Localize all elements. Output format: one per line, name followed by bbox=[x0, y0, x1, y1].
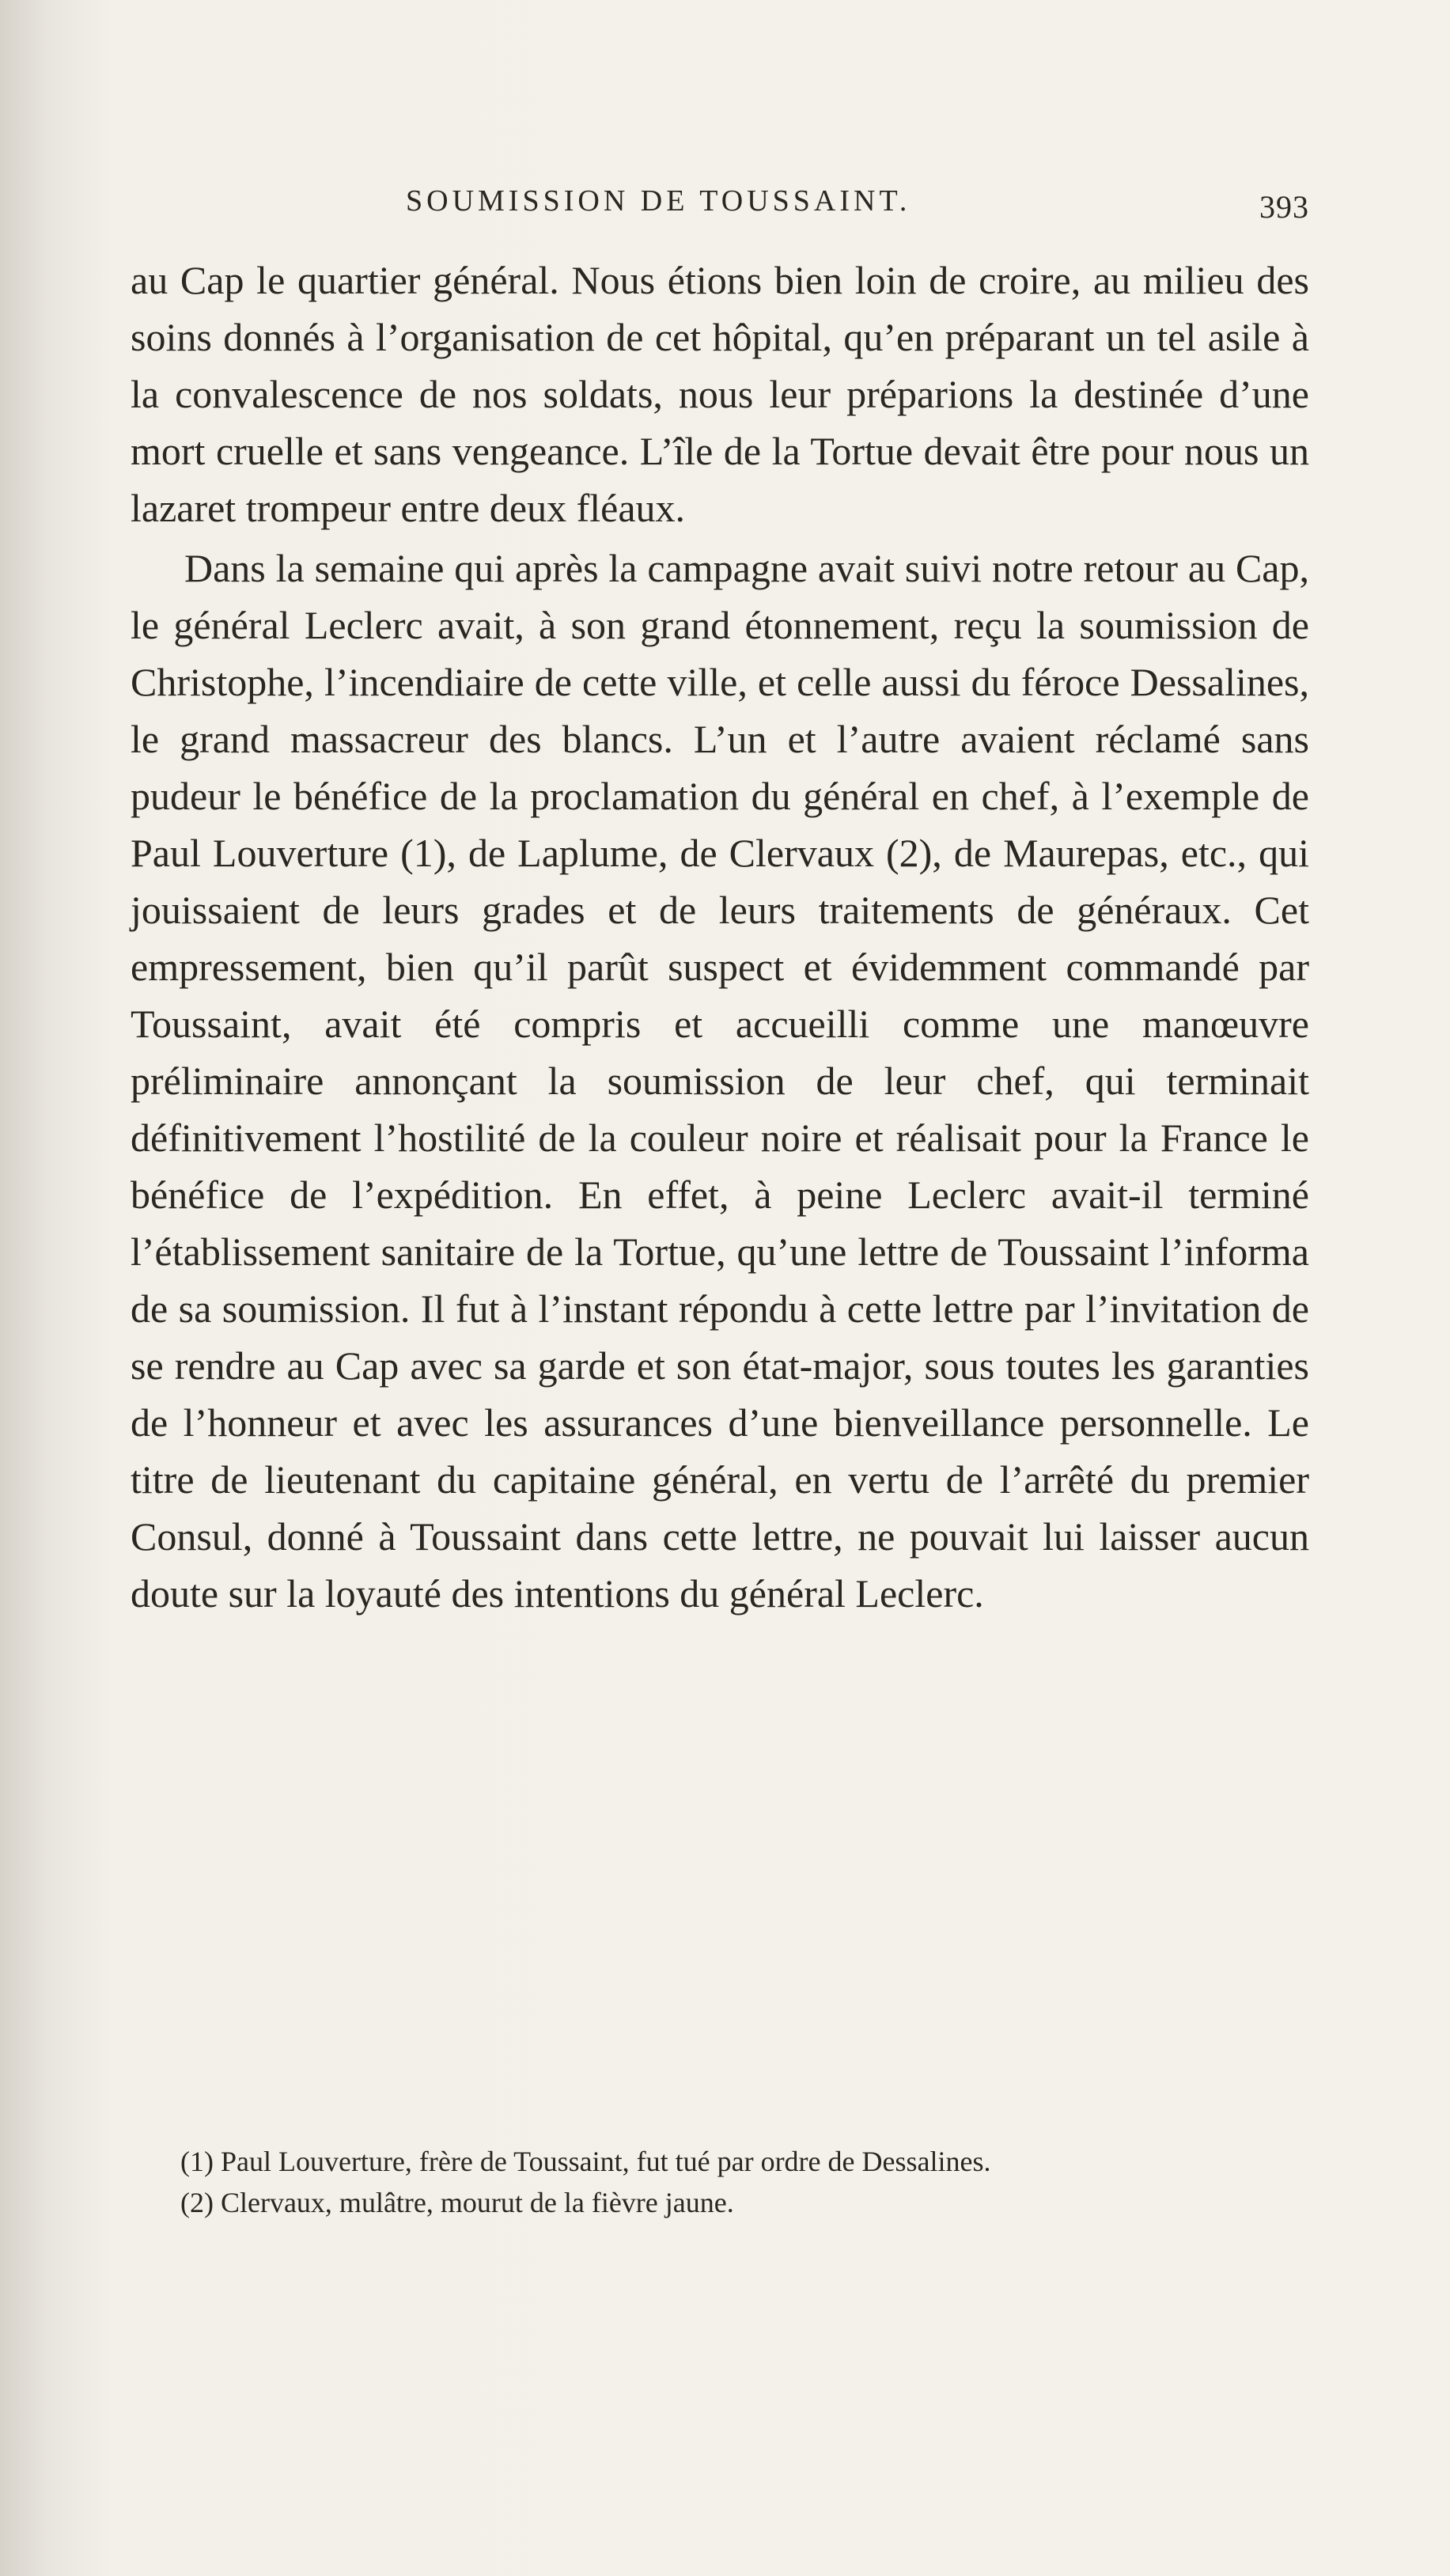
page-number: 393 bbox=[1259, 189, 1309, 225]
running-title: SOUMISSION DE TOUSSAINT. bbox=[406, 184, 911, 218]
page-header bbox=[131, 184, 1309, 231]
footnote-2: (2) Clervaux, mulâtre, mourut de la fièvre jaune. bbox=[180, 2187, 734, 2218]
footnotes bbox=[180, 2141, 1312, 2223]
paragraph-continued: au Cap le quartier général. Nous étions bien loin de croire, au milieu des soins donnés à l’organisation de cet hôpital, qu’en préparant un tel asile à la convalescence de nos soldats, nous leur préparions la destinée d’une mort cruelle et sans vengeance. L’île de la Tortue devait être pour nous un lazaret trompeur entre deux fléaux. bbox=[131, 258, 1309, 530]
paragraph: Dans la semaine qui après la campagne avait suivi notre retour au Cap, le général Leclerc avait, à son grand étonnement, reçu la soumission de Christophe, l’incendiaire de cette ville, et celle aussi du féroce Dessalines, le grand massacreur des blancs. L’un et l’autre avaient réclamé sans pudeur le bénéfice de la proclamation du général en chef, à l’exemple de Paul Louverture (1), de Laplume, de Clervaux (2), de Maurepas, etc., qui jouissaient de leurs grades et de leurs traitements de généraux. Cet empressement, bien qu’il parût suspect et évidemment commandé par Toussaint, avait été compris et accueilli comme une manœuvre préliminaire annonçant la soumission de leur chef, qui terminait définitivement l’hostilité de la couleur noire et réalisait pour la France le bénéfice de l’expédition. En effet, à peine Leclerc avait-il terminé l’établissement sanitaire de la Tortue, qu’une lettre de Toussaint l’informa de sa soumission. Il fut à l’instant répondu à cette lettre par l’invitation de se rendre au Cap avec sa garde et son état-major, sous toutes les garanties de l’honneur et avec les assurances d’une bienveillance personnelle. Le titre de lieutenant du capitaine général, en vertu de l’arrêté du premier Consul, donné à Toussaint dans cette lettre, ne pouvait lui laisser aucun doute sur la loyauté des intentions du général Leclerc. bbox=[131, 546, 1309, 1616]
footnote-1: (1) Paul Louverture, frère de Toussaint, fut tué par ordre de Dessalines. bbox=[180, 2146, 991, 2177]
body-text bbox=[131, 252, 1309, 1622]
